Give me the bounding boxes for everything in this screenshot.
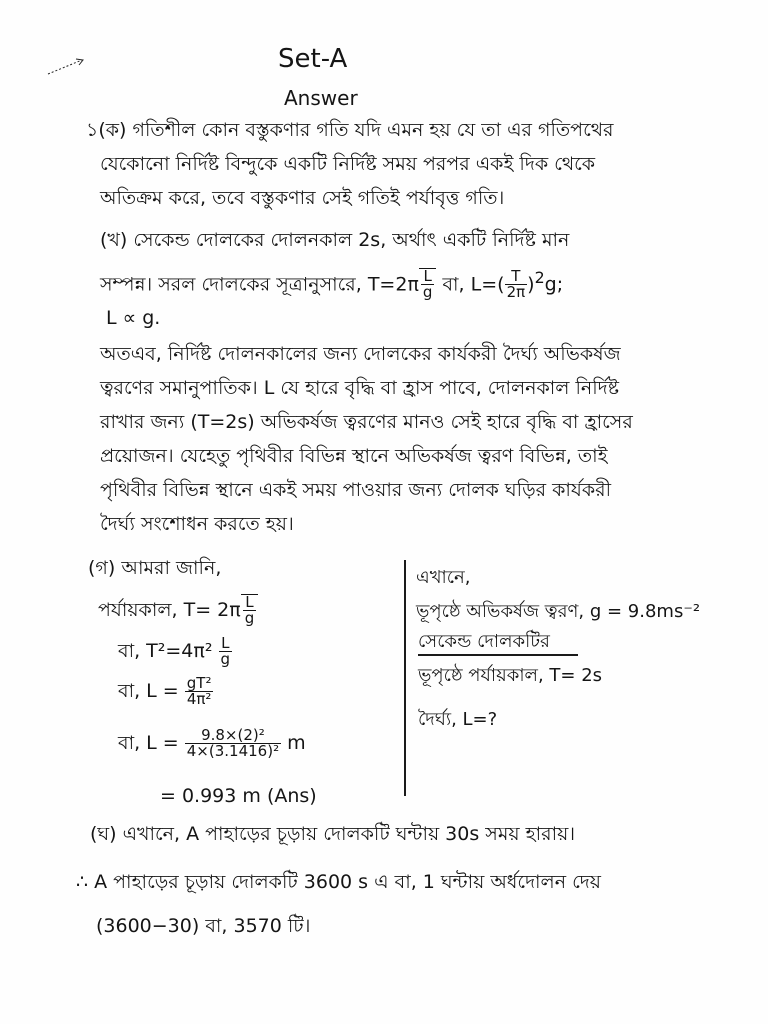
- part-kha-line-4: অতএব, নির্দিষ্ট দোলনকালের জন্য দোলকের কার্যকরী দৈর্ঘ্য অভিকর্ষজ: [100, 343, 621, 365]
- part-ga-answer: = 0.993 m (Ans): [160, 785, 317, 807]
- length-formula-tail: g;: [544, 273, 564, 296]
- part-gha-line-1: (ঘ) এখানে, A পাহাড়ের চূড়ায় দোলকটি ঘন্টায় 30s সময় হারায়।: [90, 823, 576, 845]
- substitution-numerator: 9.8×(2)²: [185, 728, 281, 744]
- period-label: পর্যায়কাল, T= 2π: [98, 599, 241, 621]
- given-gravity: ভূপৃষ্ঠে অভিকর্ষজ ত্বরণ, g = 9.8ms⁻²: [416, 601, 701, 622]
- sqrt-denominator: g: [422, 283, 433, 302]
- period-sqrt-denominator: g: [244, 609, 255, 627]
- length-denominator: 4π²: [186, 690, 212, 708]
- column-divider: [404, 560, 406, 796]
- part-ga-squared-formula: [118, 636, 232, 667]
- part-ka-line-2: যেকোনো নির্দিষ্ট বিন্দুকে একটি নির্দিষ্ট সময় পরপর একই দিক থেকে: [100, 153, 596, 175]
- part-ga-substitution: [118, 728, 306, 759]
- given-length: দৈর্ঘ্য, L=?: [418, 709, 498, 730]
- given-heading: এখানে,: [416, 567, 471, 588]
- part-gha-line-3: (3600−30) বা, 3570 টি।: [96, 915, 311, 937]
- paren-denominator: 2π: [506, 283, 526, 302]
- period-sqrt: [241, 594, 259, 626]
- substitution-unit: m: [287, 732, 306, 754]
- length-formula-lhs: বা, L=: [442, 273, 498, 296]
- squared-label: বা, T²=4π²: [118, 640, 213, 662]
- squared-fraction: [219, 636, 233, 667]
- part-ga-line-1: (গ) আমরা জানি,: [88, 557, 222, 579]
- proportional-statement: L ∝ g.: [106, 307, 161, 329]
- substitution-fraction: [185, 728, 281, 759]
- part-kha-formula-line: সম্পন্ন। সরল দোলকের সূত্রানুসারে, T=2π $\frac{L}{g}$ বা, L=( $\frac{T}{2\pi}$ )$^2$g;: [100, 267, 564, 302]
- period-formula-lhs: T=2π: [367, 273, 419, 296]
- given-period: ভূপৃষ্ঠে পর্যায়কাল, T= 2s: [418, 665, 603, 686]
- paren-numerator: T: [505, 269, 528, 285]
- part-kha-line-8: পৃথিবীর বিভিন্ন স্থানে একই সময় পাওয়ার জন্য দোলক ঘড়ির কার্যকরী: [100, 479, 612, 501]
- part-kha-line-6: রাখার জন্য (T=2s) অভিকর্ষজ ত্বরণের মানও সেই হারে বৃদ্ধি বা হ্রাসের: [100, 411, 633, 433]
- part-kha-line-2-text: সম্পন্ন। সরল দোলকের সূত্রানুসারে,: [100, 273, 362, 296]
- squared-denominator: g: [220, 650, 231, 668]
- substitution-label: বা, L =: [118, 732, 179, 754]
- paren-fraction: [505, 269, 528, 300]
- sqrt-symbol: [419, 268, 437, 300]
- part-kha-line-1: (খ) সেকেন্ড দোলকের দোলনকাল 2s, অর্থাৎ একটি নির্দিষ্ট মান: [100, 229, 570, 251]
- sqrt-fraction: [421, 269, 435, 300]
- period-sqrt-numerator: L: [243, 595, 257, 611]
- squared-numerator: L: [219, 636, 233, 652]
- power-exponent: 2: [534, 268, 545, 287]
- part-gha-line-2: ∴ A পাহাড়ের চূড়ায় দোলকটি 3600 s এ বা, 1 ঘন্টায় অর্ধদোলন দেয়: [76, 871, 601, 893]
- answer-title: Answer: [284, 86, 358, 110]
- given-pendulum-underline: [418, 654, 578, 656]
- part-kha-line-5: ত্বরণের সমানুপাতিক। L যে হারে বৃদ্ধি বা হ্রাস পাবে, দোলনকাল নির্দিষ্ট: [100, 377, 620, 399]
- substitution-denominator: 4×(3.1416)²: [186, 742, 280, 760]
- length-label: বা, L =: [118, 680, 179, 702]
- sqrt-numerator: L: [421, 269, 435, 285]
- part-ka-line-1: ১(ক) গতিশীল কোন বস্তুকণার গতি যদি এমন হয় যে তা এর গতিপথের: [86, 119, 614, 141]
- set-title: Set-A: [278, 44, 348, 74]
- part-kha-line-7: প্রয়োজন। যেহেতু পৃথিবীর বিভিন্ন স্থানে অভিকর্ষজ ত্বরণ বিভিন্ন, তাই: [100, 445, 608, 467]
- period-sqrt-fraction: [243, 595, 257, 626]
- part-ga-period-formula: [98, 594, 258, 626]
- part-ka-line-3: অতিক্রম করে, তবে বস্তুকণার সেই গতিই পর্যাবৃত্ত গতি।: [100, 187, 505, 209]
- length-fraction: [185, 676, 214, 707]
- part-kha-line-9: দৈর্ঘ্য সংশোধন করতে হয়।: [100, 513, 294, 535]
- length-numerator: gT²: [186, 674, 212, 692]
- given-pendulum: সেকেন্ড দোলকটির: [418, 631, 550, 652]
- part-ga-length-formula: [118, 676, 213, 707]
- pen-mark: [46, 56, 86, 76]
